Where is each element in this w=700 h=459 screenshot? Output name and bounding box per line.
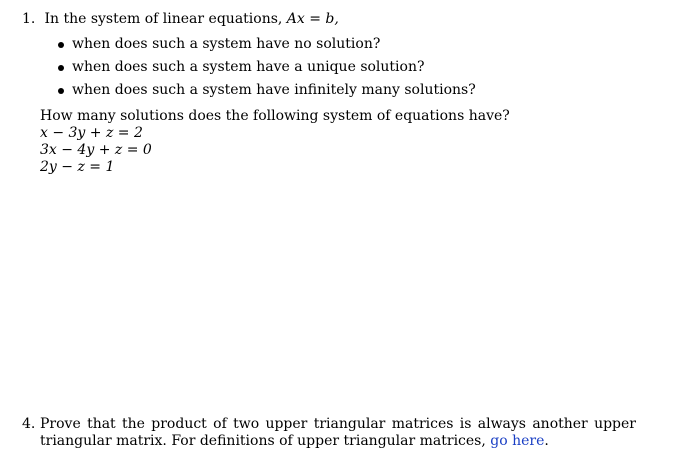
- equation-system: [40, 125, 682, 176]
- bullet-item: [58, 79, 682, 102]
- bullet-text: when does such a system have infinitely many solutions?: [72, 82, 476, 98]
- problem-4: [22, 416, 636, 450]
- equation-line: 2y − z = 1: [40, 159, 115, 175]
- problem-1-question: How many solutions does the following system of equations have?: [40, 108, 510, 124]
- problem-4-body: Prove that the product of two upper triangular matrices is always another upper triangular matrix. For definitions of upper triangular matrices,: [40, 416, 636, 449]
- bullet-text: when does such a system have no solution?: [72, 36, 381, 52]
- definitions-link[interactable]: go here: [490, 433, 545, 449]
- bullet-text: when does such a system have a unique solution?: [72, 59, 425, 75]
- bullet-item: [58, 33, 682, 56]
- bullet-item: [58, 56, 682, 79]
- problem-4-number: 4.: [22, 416, 36, 432]
- problem-1-bullet-list: [58, 33, 682, 102]
- problem-1-number: 1.: [22, 11, 36, 27]
- bullet-dot-icon: [58, 65, 64, 71]
- problem-4-period: .: [544, 433, 549, 449]
- problem-1-equation: Ax = b,: [286, 11, 339, 27]
- equation-line: x − 3y + z = 2: [40, 125, 143, 141]
- problem-1-intro: In the system of linear equations,: [44, 11, 283, 27]
- bullet-dot-icon: [58, 88, 64, 94]
- problem-1-heading: [22, 11, 682, 28]
- equation-line: 3x − 4y + z = 0: [40, 142, 152, 158]
- bullet-dot-icon: [58, 42, 64, 48]
- problem-1: [22, 11, 682, 176]
- problem-4-text: [40, 416, 636, 450]
